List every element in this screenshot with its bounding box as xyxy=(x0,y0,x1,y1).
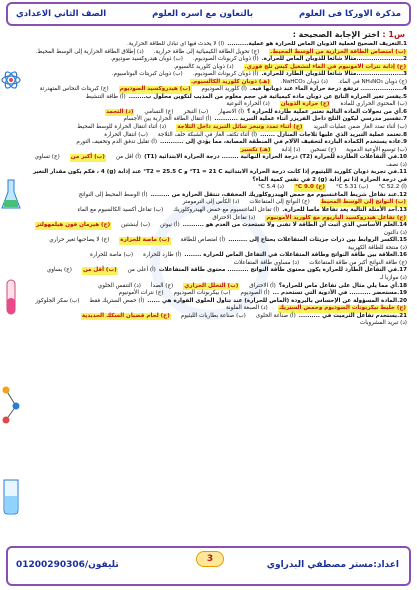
answer-choice: (ج) طاقة النواتج أكبر من طاقة المتفاعلات xyxy=(309,259,407,266)
question-item xyxy=(24,41,407,56)
question-item xyxy=(24,116,407,131)
answer-choice-highlighted: (هـ) ذوبان كلوريد الكالسيوم. xyxy=(190,78,270,85)
answer-choice: (أ) تقليل تدفق الدم وتخفيف التورم xyxy=(76,139,158,146)
answer-choice: (د) الحرارة النوعية xyxy=(226,101,270,108)
answer-choice: (ج) لا يصاحبها تغير حراري xyxy=(49,237,110,244)
answer-choice: (د) التنفس الخلوي xyxy=(97,282,141,289)
answer-choice: (د) تبريد المشروبات xyxy=(359,320,407,327)
molecule-icon xyxy=(3,387,20,424)
science-illustration-strip xyxy=(0,60,22,540)
atom-icon xyxy=(2,70,20,90)
answer-choice: (أ) الانصهار xyxy=(218,108,245,115)
answer-choice: (أ) لا يحدث فيها أي تبادل للطاقة الحرارية. xyxy=(127,41,225,47)
answer-choice: (أ) ذوبان كربونات الصوديوم. xyxy=(192,56,259,63)
answer-choice: (ب) أثناء تمدد الغاز ضمن عمليات التبريد xyxy=(313,124,407,131)
page-header xyxy=(6,2,411,26)
answer-choice-highlighted: (ج) أثناء تمدد وتبخر سائل التبريد داخل الثلاجة xyxy=(177,124,303,131)
answer-choice: (ج) تسخين xyxy=(310,146,337,153)
answer-choice: (أ) الوسط المحيط إلى النواتج xyxy=(78,191,148,198)
header-title-mid: بالتعاون مع اسره العلوم xyxy=(152,9,254,19)
question-stem: 4.................... ترتفع درجة حرارة الماء عند ذوبانها فيه. xyxy=(250,86,407,93)
question-item xyxy=(24,192,407,207)
question-stem: 10.في التفاعلات الطاردة للحرارة (T2) درجة الحرارة النهائية ........ درجة الحرارة الابتدائية (T1) xyxy=(144,154,407,161)
answer-choice: (أ) الصوديوم xyxy=(240,290,270,297)
question-item xyxy=(24,267,407,282)
answer-choice: (ج) تساوي xyxy=(34,154,60,161)
answer-choice: (د) أثناء انتقال الحرارة للوسط المحيط xyxy=(77,124,167,131)
answer-choice: (أ) أثناء تكثف الغاز في الشبكة خلف الثلاجة xyxy=(157,131,258,138)
answer-choice: (د) 5.4 C° xyxy=(258,184,285,191)
question-stem: 19.مستحضر .......... في الأدوية التي تستخدم ... xyxy=(272,290,407,297)
question-stem: 1.التعريف الصحيح لعملية الذوبان الماص للحرارة هو عملية.......... xyxy=(227,41,407,47)
answer-choice: (ب) ذوبان هيدروكسيد صوديوم. xyxy=(110,56,183,63)
answer-choice: (ب) توسيع الأوعية الدموية xyxy=(346,146,407,153)
question-stem: 5.يفسر تغير الحرارة الناتج عن ذوبان مادة كيميائية في حجم معلوم من المذيب لتكوين محلول ب........ xyxy=(128,93,407,100)
question-item xyxy=(24,56,407,71)
question-stem: 16.العلاقة بين طاقة النواتج وطاقة المتفاعلات في التفاعل الماص للحرارة ........ xyxy=(184,252,407,259)
question-stem: 17.في التفاعل الطارد للحرارة يكون محتوى طاقة النواتج .......... محتوى طاقة المتفاعلات xyxy=(158,267,407,274)
answer-choice-highlighted: (د) التجمد xyxy=(106,108,134,115)
question-stem: 20.المادة المسؤولة عن الإحساس بالبرودة (الماص للحرارة) عند تناول الحلوى الفوارة هي ...... xyxy=(147,297,407,304)
answer-choice: (د) تفاعل الاحتراق xyxy=(212,214,256,221)
answer-choice: (أ) انتقال الطاقة الحرارية بين الأجسام xyxy=(123,116,212,123)
answer-choice: (د) موازيا لـ xyxy=(379,274,407,281)
questions-list xyxy=(24,41,407,544)
test-tube-icon xyxy=(7,280,15,314)
question-item xyxy=(24,154,407,169)
answer-choice: (ب) ماصة للحرارة xyxy=(90,252,134,259)
answer-choice: (أ) 52.2 C° xyxy=(378,184,407,191)
question-item xyxy=(24,139,407,154)
question-item xyxy=(24,222,407,237)
question-stem: 8.تعتمد عملية التبريد الذي عليها ثلاجات المنازل ....... xyxy=(260,131,407,138)
question-stem: 6.أي من تحولات المادة التالية تعتبر عملية طاردة للحرارة ؟ xyxy=(247,108,407,115)
answer-choice: (ب) المحتوى الحراري للمادة xyxy=(340,101,407,108)
answer-choice: (ب) بيكربونات الصوديوم xyxy=(173,290,231,297)
answer-choice: (أ) طارد للحرارة xyxy=(143,252,182,259)
answer-choice: (د) الكأس إلى الترمومتر xyxy=(182,199,240,206)
answer-choice: (ج) التسامي xyxy=(144,108,174,115)
header-title-left: الصف الثاني الاعدادي xyxy=(16,9,107,19)
answer-choice: (ج) كبريتات النحاس المتهدرتة xyxy=(39,86,109,93)
section-title: اختر الإجابة الصحيحة : xyxy=(292,30,380,39)
question-item xyxy=(24,252,407,267)
question-item xyxy=(24,169,407,192)
answer-choice: (أ) صناعة الحلوى xyxy=(255,312,296,319)
answer-choice-highlighted: (ج) هيرمان فون هيلمهولتز xyxy=(36,222,111,229)
answer-choice: (ج) نترات الأمونيوم xyxy=(118,290,164,297)
question-stem: 12.عند تفاعل شريط الماغنسيوم مع حمض الهيدروكلوريك المخفف، تنتقل الحرارة من ......... xyxy=(150,191,407,198)
question-item xyxy=(24,290,407,298)
answer-choice: (د) منتجة للطاقة الكهربية xyxy=(348,244,407,251)
flask-icon xyxy=(2,180,20,208)
question-stem: 9.عادة يستخدم الكمادة الباردة لتخفيف الآلام في المنطقة المصابة، مما يؤدي إلى ........... xyxy=(160,139,407,146)
answer-choice: (د) إطلاق الطاقة الحرارية إلى الوسط المحيط. xyxy=(35,48,144,55)
page-footer xyxy=(6,546,411,586)
answer-choice-highlighted: (ج) خليط بيكربونات الصوديوم وحمض الستريك xyxy=(278,305,406,312)
answer-choice: (د) إذابة xyxy=(281,146,301,153)
answer-choice: (د) مساوي طاقة المتفاعلات xyxy=(233,259,300,266)
answer-choice: (ج) تحويل الطاقة الكيميائية إلى طاقة حرارية. xyxy=(153,48,260,55)
beaker-icon xyxy=(4,480,18,514)
answer-choice-highlighted: (ب) النواتج إلى الوسط المحيط xyxy=(320,199,406,206)
question-item xyxy=(24,86,407,94)
question-stem: 2......................مثالا شائعا للذوبان الماص للحرارة. xyxy=(261,56,407,63)
answer-choice: (د) الصبغة الملونة xyxy=(225,305,268,312)
answer-choice-highlighted: (ج) لحام قضبان السكك الحديدية xyxy=(81,312,170,319)
answer-choice-highlighted: (ب) أكبر من xyxy=(70,154,105,161)
question-item xyxy=(24,71,407,86)
answer-choice-highlighted: (هـ) تكسير xyxy=(240,146,271,153)
question-item xyxy=(24,207,407,222)
answer-choice: (أ) نيوتن xyxy=(160,222,180,229)
answer-choice: (ج) ذوبان NH₄NO₃ في الماء. xyxy=(337,78,407,85)
answer-choice-highlighted: (ج) إذابة نترات الامونيوم في الماء لتشغيل كيس ثلج فوري. xyxy=(244,63,406,70)
question-item xyxy=(24,298,407,313)
answer-choice-highlighted: (ب) التحلل الحراري xyxy=(184,282,239,289)
answer-choice-highlighted: (ج) حرارة الذوبان xyxy=(280,101,330,108)
question-stem: 21.يستخدم تفاعل الثرميت في .......... xyxy=(298,312,407,319)
answer-choice: (أ) اقل من xyxy=(115,154,142,161)
answer-choice: (ج) النواتج إلى المتفاعلات xyxy=(249,199,310,206)
section-heading xyxy=(293,30,405,39)
answer-choice: (د) نصف xyxy=(386,161,407,168)
answer-choice-highlighted: (ب) امتصاص الطاقة الحرارية من الوسط المحيط. xyxy=(270,48,406,55)
answer-choice: (ب) ذوبان كبريتات البوتاسيوم. xyxy=(111,71,183,78)
answer-choice: (أ) حمض الستريك فقط xyxy=(89,297,145,304)
answer-choice-highlighted: (ب) ماصة للحرارة xyxy=(120,237,170,244)
section-label: س1 : xyxy=(382,30,405,39)
question-item xyxy=(24,94,407,109)
answer-choice: (ب) تفاعل أكسيد الكالسيوم مع الماء xyxy=(77,207,164,214)
question-stem: 15.الكسر الروابط بين ذرات جزيئات المتفاعلات يحتاج إلى ......... xyxy=(228,237,407,244)
header-title-right: مذكرة الاوركا فى العلوم xyxy=(299,9,401,19)
answer-choice: (ب) 5.31 C° xyxy=(335,184,369,191)
answer-choice: (ب) صناعة بطاريات الليثيوم xyxy=(180,312,246,319)
answer-choice: (ب) التبخر xyxy=(183,108,209,115)
question-stem: 13.أحد الأمثلة التالية يعد تفاعلا ماصا للحرارة. xyxy=(282,207,407,214)
question-item xyxy=(24,313,407,328)
answer-choice: (أ) ذوبان كربونات الصوديوم. xyxy=(192,71,259,78)
answer-choice: (أ) تفاعل الماغنسيوم مع حمض الهيدروكلوريك xyxy=(173,207,280,214)
answer-choice: (ج) يساوي xyxy=(46,267,72,274)
question-item xyxy=(24,237,407,252)
answer-choice: (أ) أعلى من xyxy=(127,267,156,274)
answer-choice-highlighted: (ب) أقل من xyxy=(82,267,117,274)
answer-choice: (أ) كلوريد الصوديوم xyxy=(201,86,247,93)
answer-choice: (د) ذوبان NaHCO₃. xyxy=(280,78,328,85)
answer-choice-highlighted: (ج) 9.0 C° xyxy=(295,184,325,191)
answer-choice: (ج) الصدأ xyxy=(150,282,174,289)
answer-choice: (د) ذوبان كلوريد كالسيوم. xyxy=(173,63,234,70)
answer-choice: (ب) انتقال الحرارة xyxy=(104,131,148,138)
question-stem: 18.أي مما يلي مثال على تفاعل ماص للحرارة؟ xyxy=(278,282,407,289)
answer-choice: (ب) سكر الجلوكوز xyxy=(35,297,80,304)
question-item xyxy=(24,283,407,291)
question-stem: 11.في تجربة ذوبان كلوريد الليثيوم إذا كانت درجة الحرارة الابتدائية T1 = 21 C° و T2 = 25.5 C° عند إذابة (g) 4 ، فكم يكون مقدار التغير في درجة الحرارة إذا تم إذابة (g) 2 في نفس كمية الماء؟ xyxy=(33,169,407,183)
question-stem: 3......................مثالا شائعا للذوبان الطارد للحرارة. xyxy=(261,71,407,78)
question-stem: 7.تفسير مدرسي ليكون الثلج داخل الفريزر أثناء عملية التبريد ........... xyxy=(214,116,407,123)
answer-choice: (أ) امتصاص للطاقة xyxy=(180,237,226,244)
phone-number: 01200290306/تليفون xyxy=(16,560,119,570)
answer-choice-highlighted: (ج) تفاعل هيدروكسيد الباريوم مع كلوريد الأمونيوم xyxy=(266,214,406,221)
question-stem: 14.العلم الأساسي الذي أثبت أن الطاقة لا تفنى ولا تستحدث من العدم هو .......... xyxy=(182,222,407,229)
answer-choice-highlighted: (ب) هيدروكسيد الصوديوم xyxy=(119,86,191,93)
answer-choice: (د) دالتون xyxy=(383,229,407,236)
page-number: 3 xyxy=(196,551,224,567)
answer-choice: (أ) الاحتراق xyxy=(249,282,276,289)
answer-choice: (ب) أينشتين xyxy=(121,222,151,229)
answer-choice: (أ) طاقة التنشيط xyxy=(85,93,126,100)
question-item xyxy=(24,132,407,140)
author-credit: اعداد:مستر مصطفي البدراوي xyxy=(266,560,399,570)
